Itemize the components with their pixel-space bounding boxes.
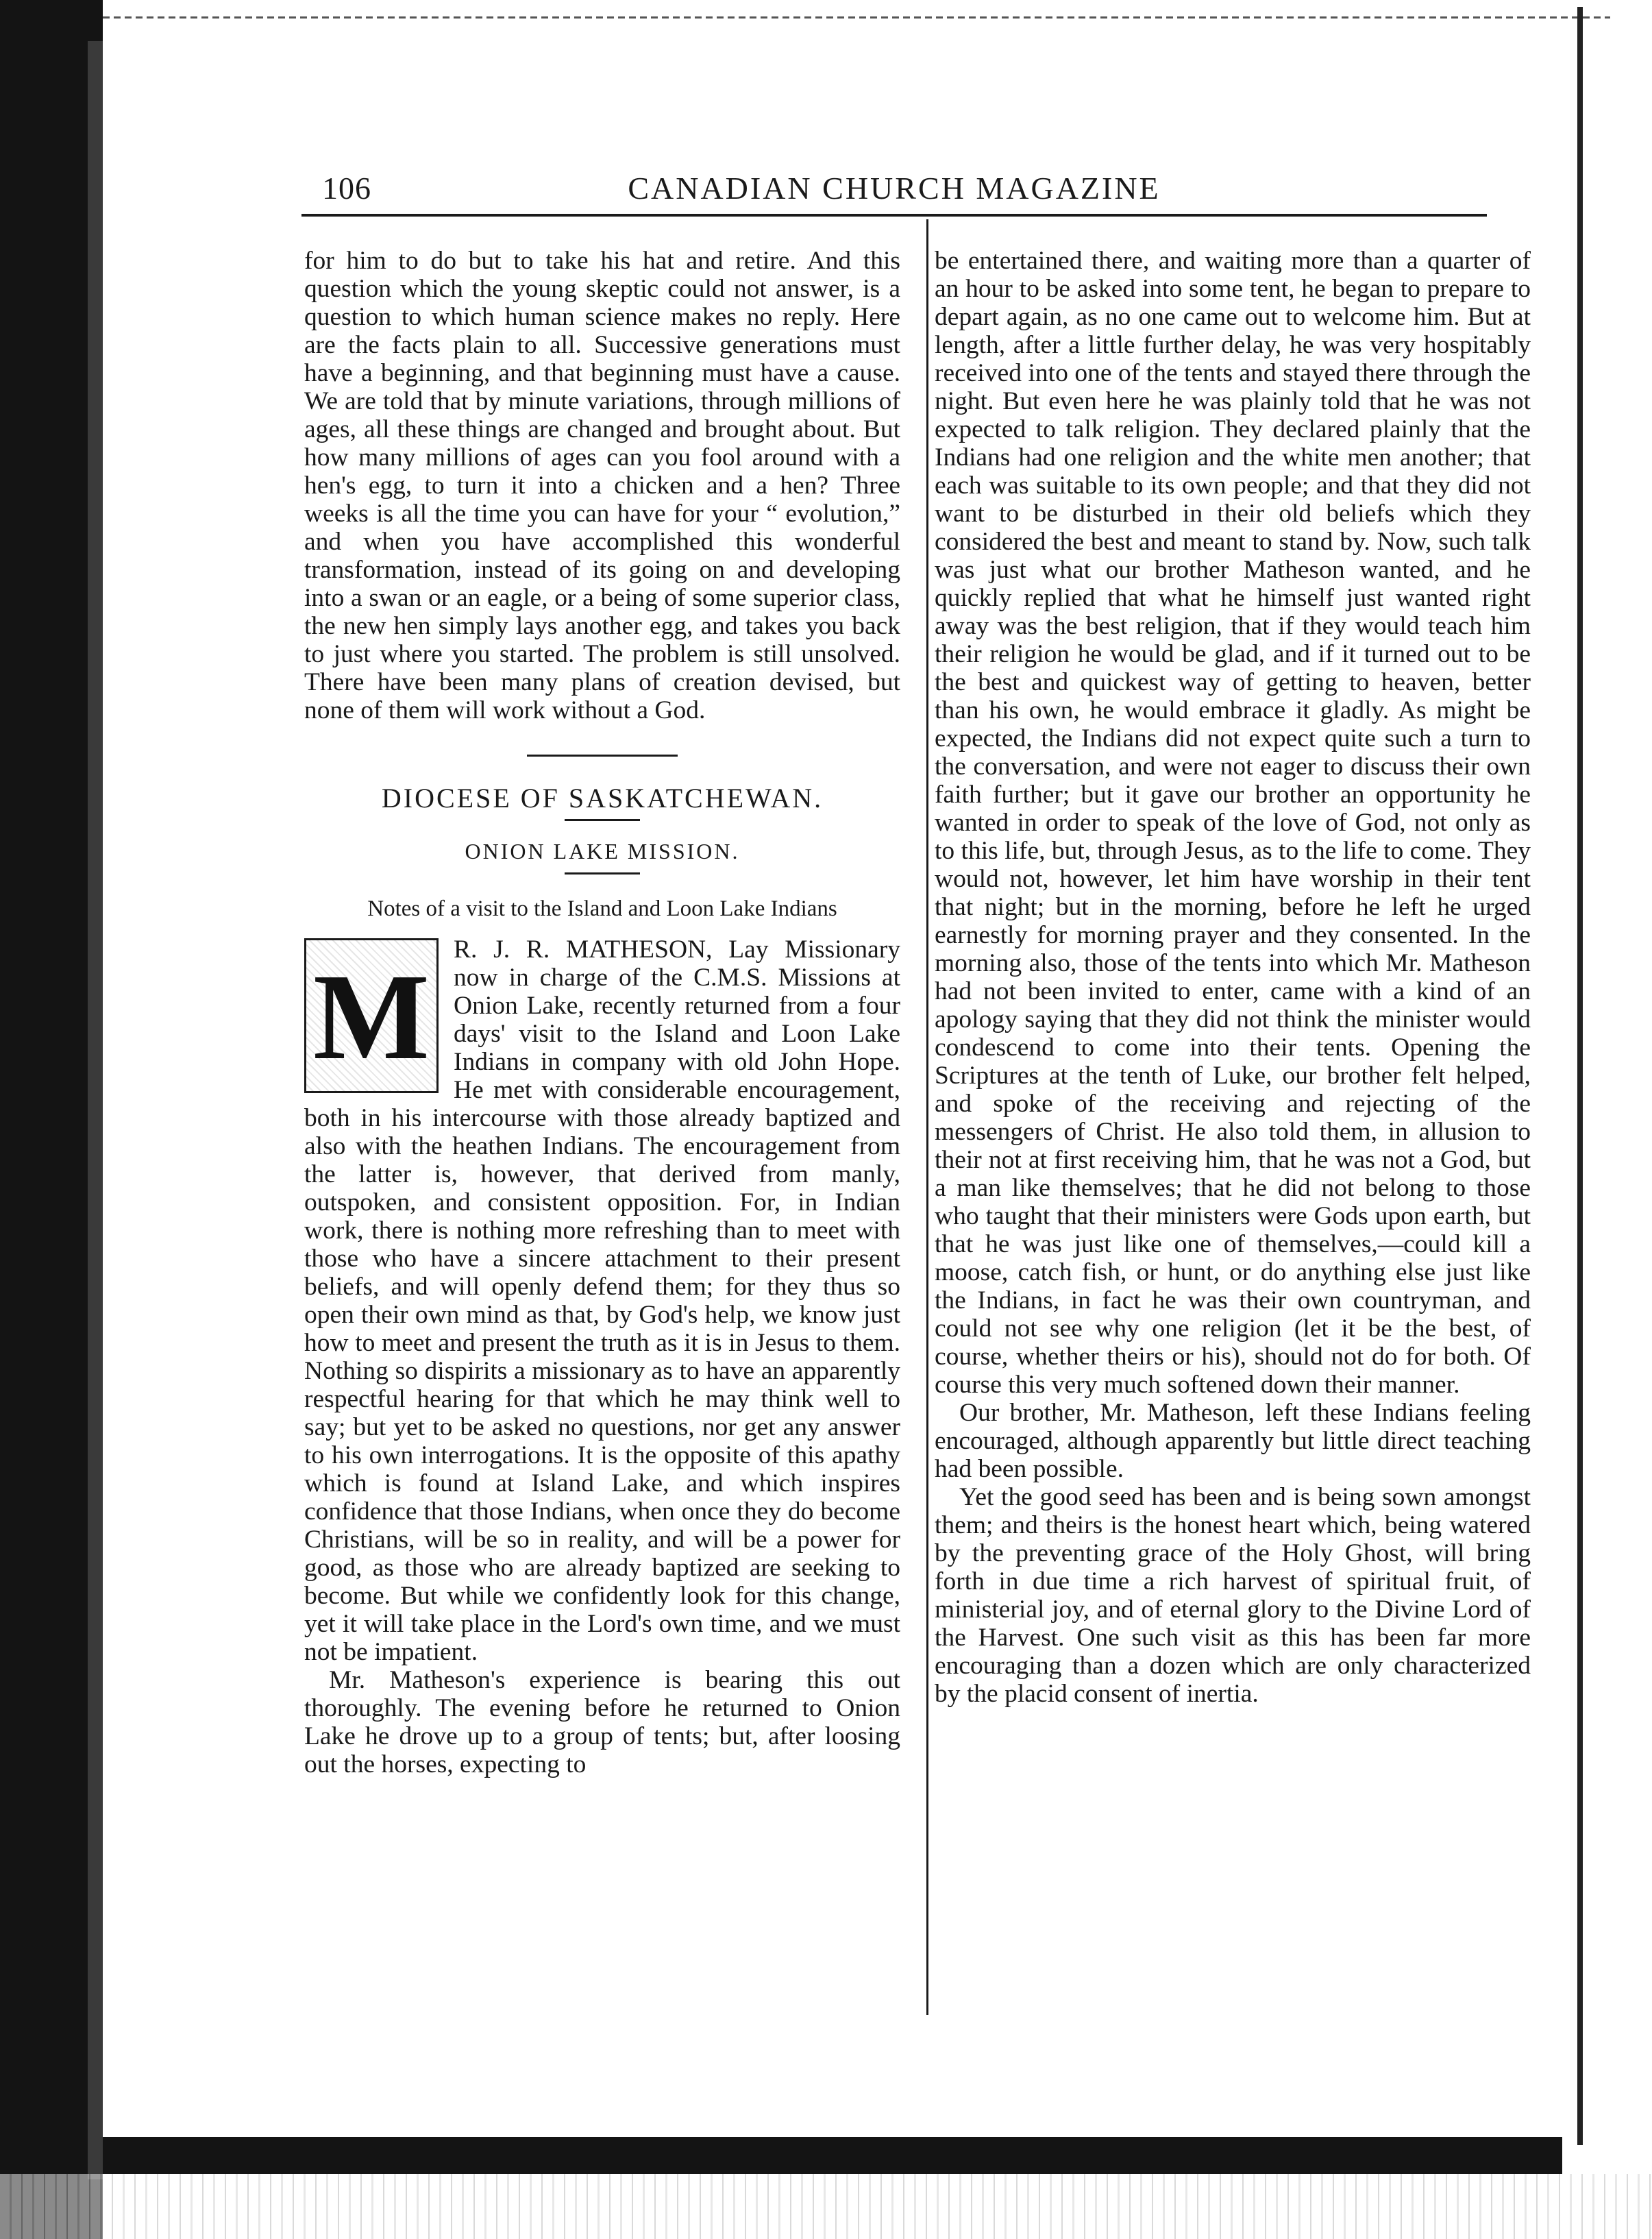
scan-border-right — [1577, 7, 1583, 2145]
column-divider — [926, 219, 928, 2015]
section-divider — [527, 755, 678, 757]
left-column — [304, 247, 900, 1778]
scan-top-edge — [103, 16, 1610, 19]
heading-mission: ONION LAKE MISSION. — [465, 839, 740, 864]
scan-noise-bottom — [0, 2174, 1652, 2239]
heading-diocese: DIOCESE OF SASKATCHEWAN. — [381, 783, 824, 813]
ornamental-drop-cap — [304, 938, 439, 1093]
paragraph-good-seed: Yet the good seed has been and is being sown amongst them; and theirs is the honest heart which, being watered by the preventing grace of the Holy Ghost, will bring forth in due time a rich harvest of spiritual fruit, of ministerial joy, and of eternal glory to the Divine Lord of the Harvest. One such visit as this has been far more encouraging than a dozen which are only characterized by the placid consent of inertia. — [935, 1483, 1531, 1708]
paragraph-matheson-visit: R. J. R. MATHESON, Lay Missionary now in charge of the C.M.S. Missions at Onion Lake, recently returned from a four days' visit to the Island and Loon Lake Indians in company with old John Hope. He met with considerable encouragement, both in his intercourse with those already baptized and also with the heathen Indians. The encouragement from the latter is, however, that derived from manly, outspoken, and consistent opposition. For, in Indian work, there is nothing more refreshing than to meet with those who have a sincere attachment to their present beliefs, and will openly defend them; for they thus so open their own mind as that, by God's help, we know just how to meet and present the truth as it is in Jesus to them. Nothing so dispirits a missionary as to have an apparently respectful hearing for that which he may think well to say; but yet to be asked no questions, nor get any answer to his own interrogations. It is the opposite of this apathy which is found at Island Lake, and which inspires confidence that those Indians, when once they do become Christians, will be so in reality, and will be a power for good, as those who are already baptized are seeking to become. But while we confidently look for this change, yet it will take place in the Lord's own time, and we must not be impatient. — [304, 935, 900, 1666]
page-header — [301, 164, 1487, 212]
paragraph-matheson-experience: Mr. Matheson's experience is bearing this out thoroughly. The evening before he returned to Onion Lake he drove up to a group of tents; but, after loosing out the horses, expecting to — [304, 1666, 900, 1778]
scan-border-bottom — [103, 2137, 1562, 2174]
paragraph-evolution-ending: for him to do but to take his hat and retire. And this question which the young skeptic could not answer, is a question to which human science makes no reply. Here are the facts plain to all. Successive generations must have a beginning, and that beginning must have a cause. We are told that by minute variations, through millions of ages, all these things are changed and brought about. But how many millions of ages can you fool around with a hen's egg, to turn it into a chicken and a hen? Three weeks is all the time you can have for your “ evolution,” and when you have accomplished this wonderful transformation, instead of its going on and developing into a swan or an eagle, or a being of some superior class, the new hen simply lays another egg, and takes you back to just where you started. The problem is still unsolved. There have been many plans of creation devised, but none of them will work without a God. — [304, 247, 900, 724]
scan-border-left — [0, 0, 103, 2239]
heading-notes: Notes of a visit to the Island and Loon Lake Indians — [367, 896, 837, 921]
heading-divider — [565, 872, 640, 874]
paragraph-left-encouraged: Our brother, Mr. Matheson, left these Indians feeling encouraged, although apparently but little direct teaching had been possible. — [935, 1399, 1531, 1483]
paragraph-tents-visit: be entertained there, and waiting more than a quarter of an hour to be asked into some tent, he began to prepare to depart again, as no one came out to welcome him. But at length, after a little further delay, he was very hospitably received into one of the tents and stayed there through the night. But even here he was plainly told that he was not expected to talk religion. They declared plainly that the Indians had one religion and the white men another; that each was suitable to its own people; and that they did not want to be disturbed in their old beliefs which they considered the best and meant to stand by. Now, such talk was just what our brother Matheson wanted, and he quickly replied that what he himself just wanted right away was the best religion, that if they would teach him their religion he would be glad, and if it turned out to be the best and quickest way of getting to heaven, better than his own, he would embrace it gladly. As might be expected, the Indians did not expect quite such a turn to the conversation, and were not eager to discuss their own faith further; but it gave our brother an opportunity he wanted in order to speak of the love of God, not only as to this life, but, through Jesus, as to the life to come. They would not, however, let him have worship in their tent that night; but in the morning, before he left he urged earnestly for morning prayer and they consented. In the morning also, those of the tents into which Mr. Matheson had not been invited to enter, came with a kind of an apology saying that they did not think the minister would condescend to come into their tents. Opening the Scriptures at the tenth of Luke, our brother felt helped, and spoke of the receiving and rejecting of the messengers of Christ. He also told them, in allusion to their not at first receiving him, that he was not a God, but a man like themselves; that he did not belong to those who taught that their ministers were Gods upon earth, but that he was just like one of themselves,—could kill a moose, catch fish, or hunt, or do anything else just like the Indians, in fact he was their own countryman, and could not see why one religion (let it be the best, of course, whether theirs or his), should not do for both. Of course this very much softened down their manner. — [935, 247, 1531, 1399]
right-column — [935, 247, 1531, 1708]
drop-cap-letter: M — [313, 949, 430, 1085]
page-number: 106 — [322, 171, 371, 206]
header-rule — [301, 214, 1487, 217]
running-head: CANADIAN CHURCH MAGAZINE — [628, 171, 1161, 206]
heading-divider — [565, 819, 640, 821]
